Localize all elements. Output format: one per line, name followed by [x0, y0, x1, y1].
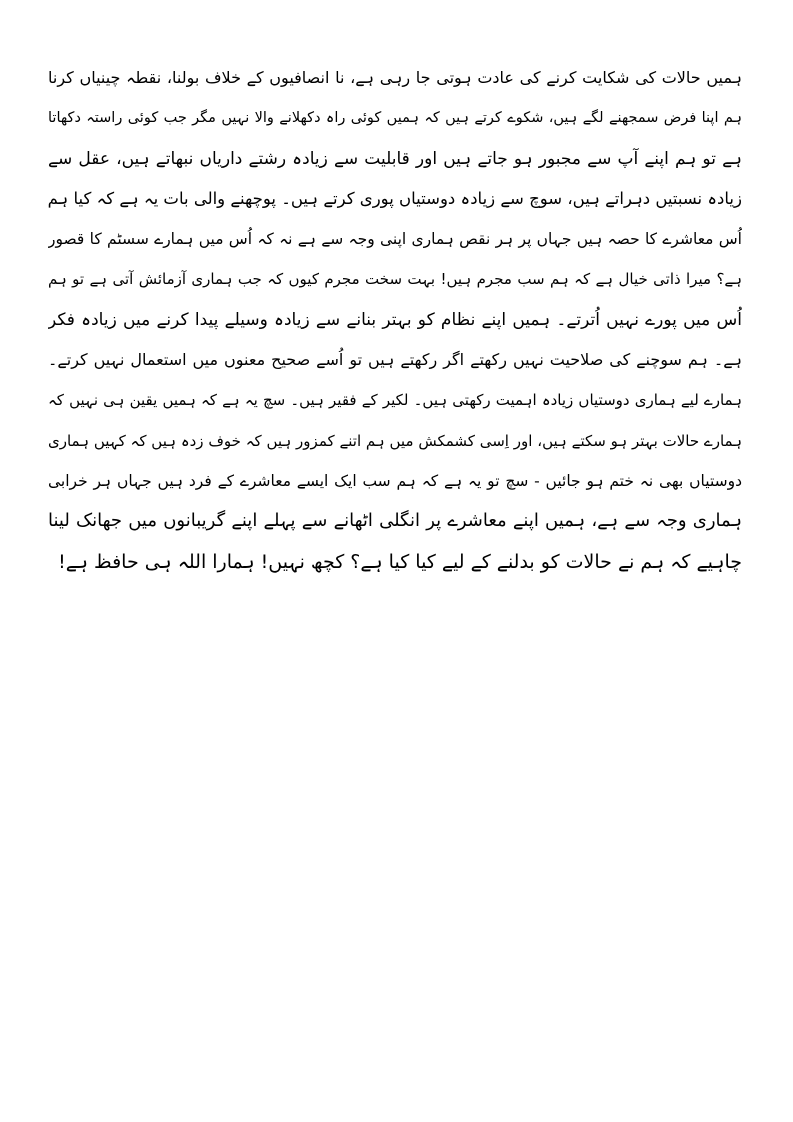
- text-line: اُس میں پورے نہیں اُترتے۔ ہمیں اپنے نظام کو بہتر بنانے سے زیادہ وسیلے پیدا کرنے میں زیادہ فکر: [48, 309, 742, 330]
- text-line: ہے۔ ہم سوچنے کی صلاحیت نہیں رکھتے اگر رکھتے ہیں تو اُسے صحیح معنوں میں استعمال نہیں کرتے۔: [48, 350, 742, 370]
- text-line: زیادہ نسبتیں دہراتے ہیں، سوچ سے زیادہ دوستیاں پوری کرتے ہیں۔ پوچھنے والی بات یہ ہے کہ کیا ہم: [48, 188, 742, 208]
- text-line: ہمارے حالات بہتر ہو سکتے ہیں، اور اِسی کشمکش میں ہم اتنے کمزور ہیں کہ خوف زدہ ہیں کہ کہیں ہماری: [48, 431, 742, 450]
- text-line: ہمیں حالات کی شکایت کرنے کی عادت ہوتی جا رہی ہے، نا انصافیوں کے خلاف بولنا، نقطہ چینیاں کرنا: [48, 68, 742, 87]
- text-line: ہے؟ میرا ذاتی خیال ہے کہ ہم سب مجرم ہیں! بہت سخت مجرم کیوں کہ جب ہماری آزمائش آتی ہے تو ہم: [48, 270, 742, 289]
- text-line: ہے تو ہم اپنے آپ سے مجبور ہو جاتے ہیں اور قابلیت سے زیادہ رشتے داریاں نبھاتے ہیں، عقل سے: [48, 148, 742, 169]
- urdu-paragraph: [48, 58, 742, 582]
- text-line: ہماری وجہ سے ہے، ہمیں اپنے معاشرے پر انگلی اٹھانے سے پہلے اپنے گریبانوں میں جھانک لینا: [48, 510, 742, 532]
- text-line: ہم اپنا فرض سمجھنے لگے ہیں، شکوے کرتے ہیں کہ ہمیں کوئی راہ دکھلانے والا نہیں مگر جب کوئی راستہ دکھاتا: [48, 110, 742, 127]
- text-line: دوستیاں بھی نہ ختم ہو جائیں - سچ تو یہ ہے کہ ہم سب ایک ایسے معاشرے کے فرد ہیں جہاں ہر خرابی: [48, 471, 742, 490]
- text-line: اُس معاشرے کا حصہ ہیں جہاں پر ہر نقص ہماری اپنی وجہ سے ہے نہ کہ اُس میں ہمارے سسٹم کا قصور: [48, 230, 742, 249]
- text-line: ہمارے لیے ہماری دوستیاں زیادہ اہمیت رکھتی ہیں۔ لکیر کے فقیر ہیں۔ سچ یہ ہے کہ ہمیں یقین ہی نہیں کہ: [48, 391, 742, 410]
- text-line-last: چاہیے کہ ہم نے حالات کو بدلنے کے لیے کیا کیا ہے؟ کچھ نہیں! ہمارا اللہ ہی حافظ ہے!: [58, 550, 742, 573]
